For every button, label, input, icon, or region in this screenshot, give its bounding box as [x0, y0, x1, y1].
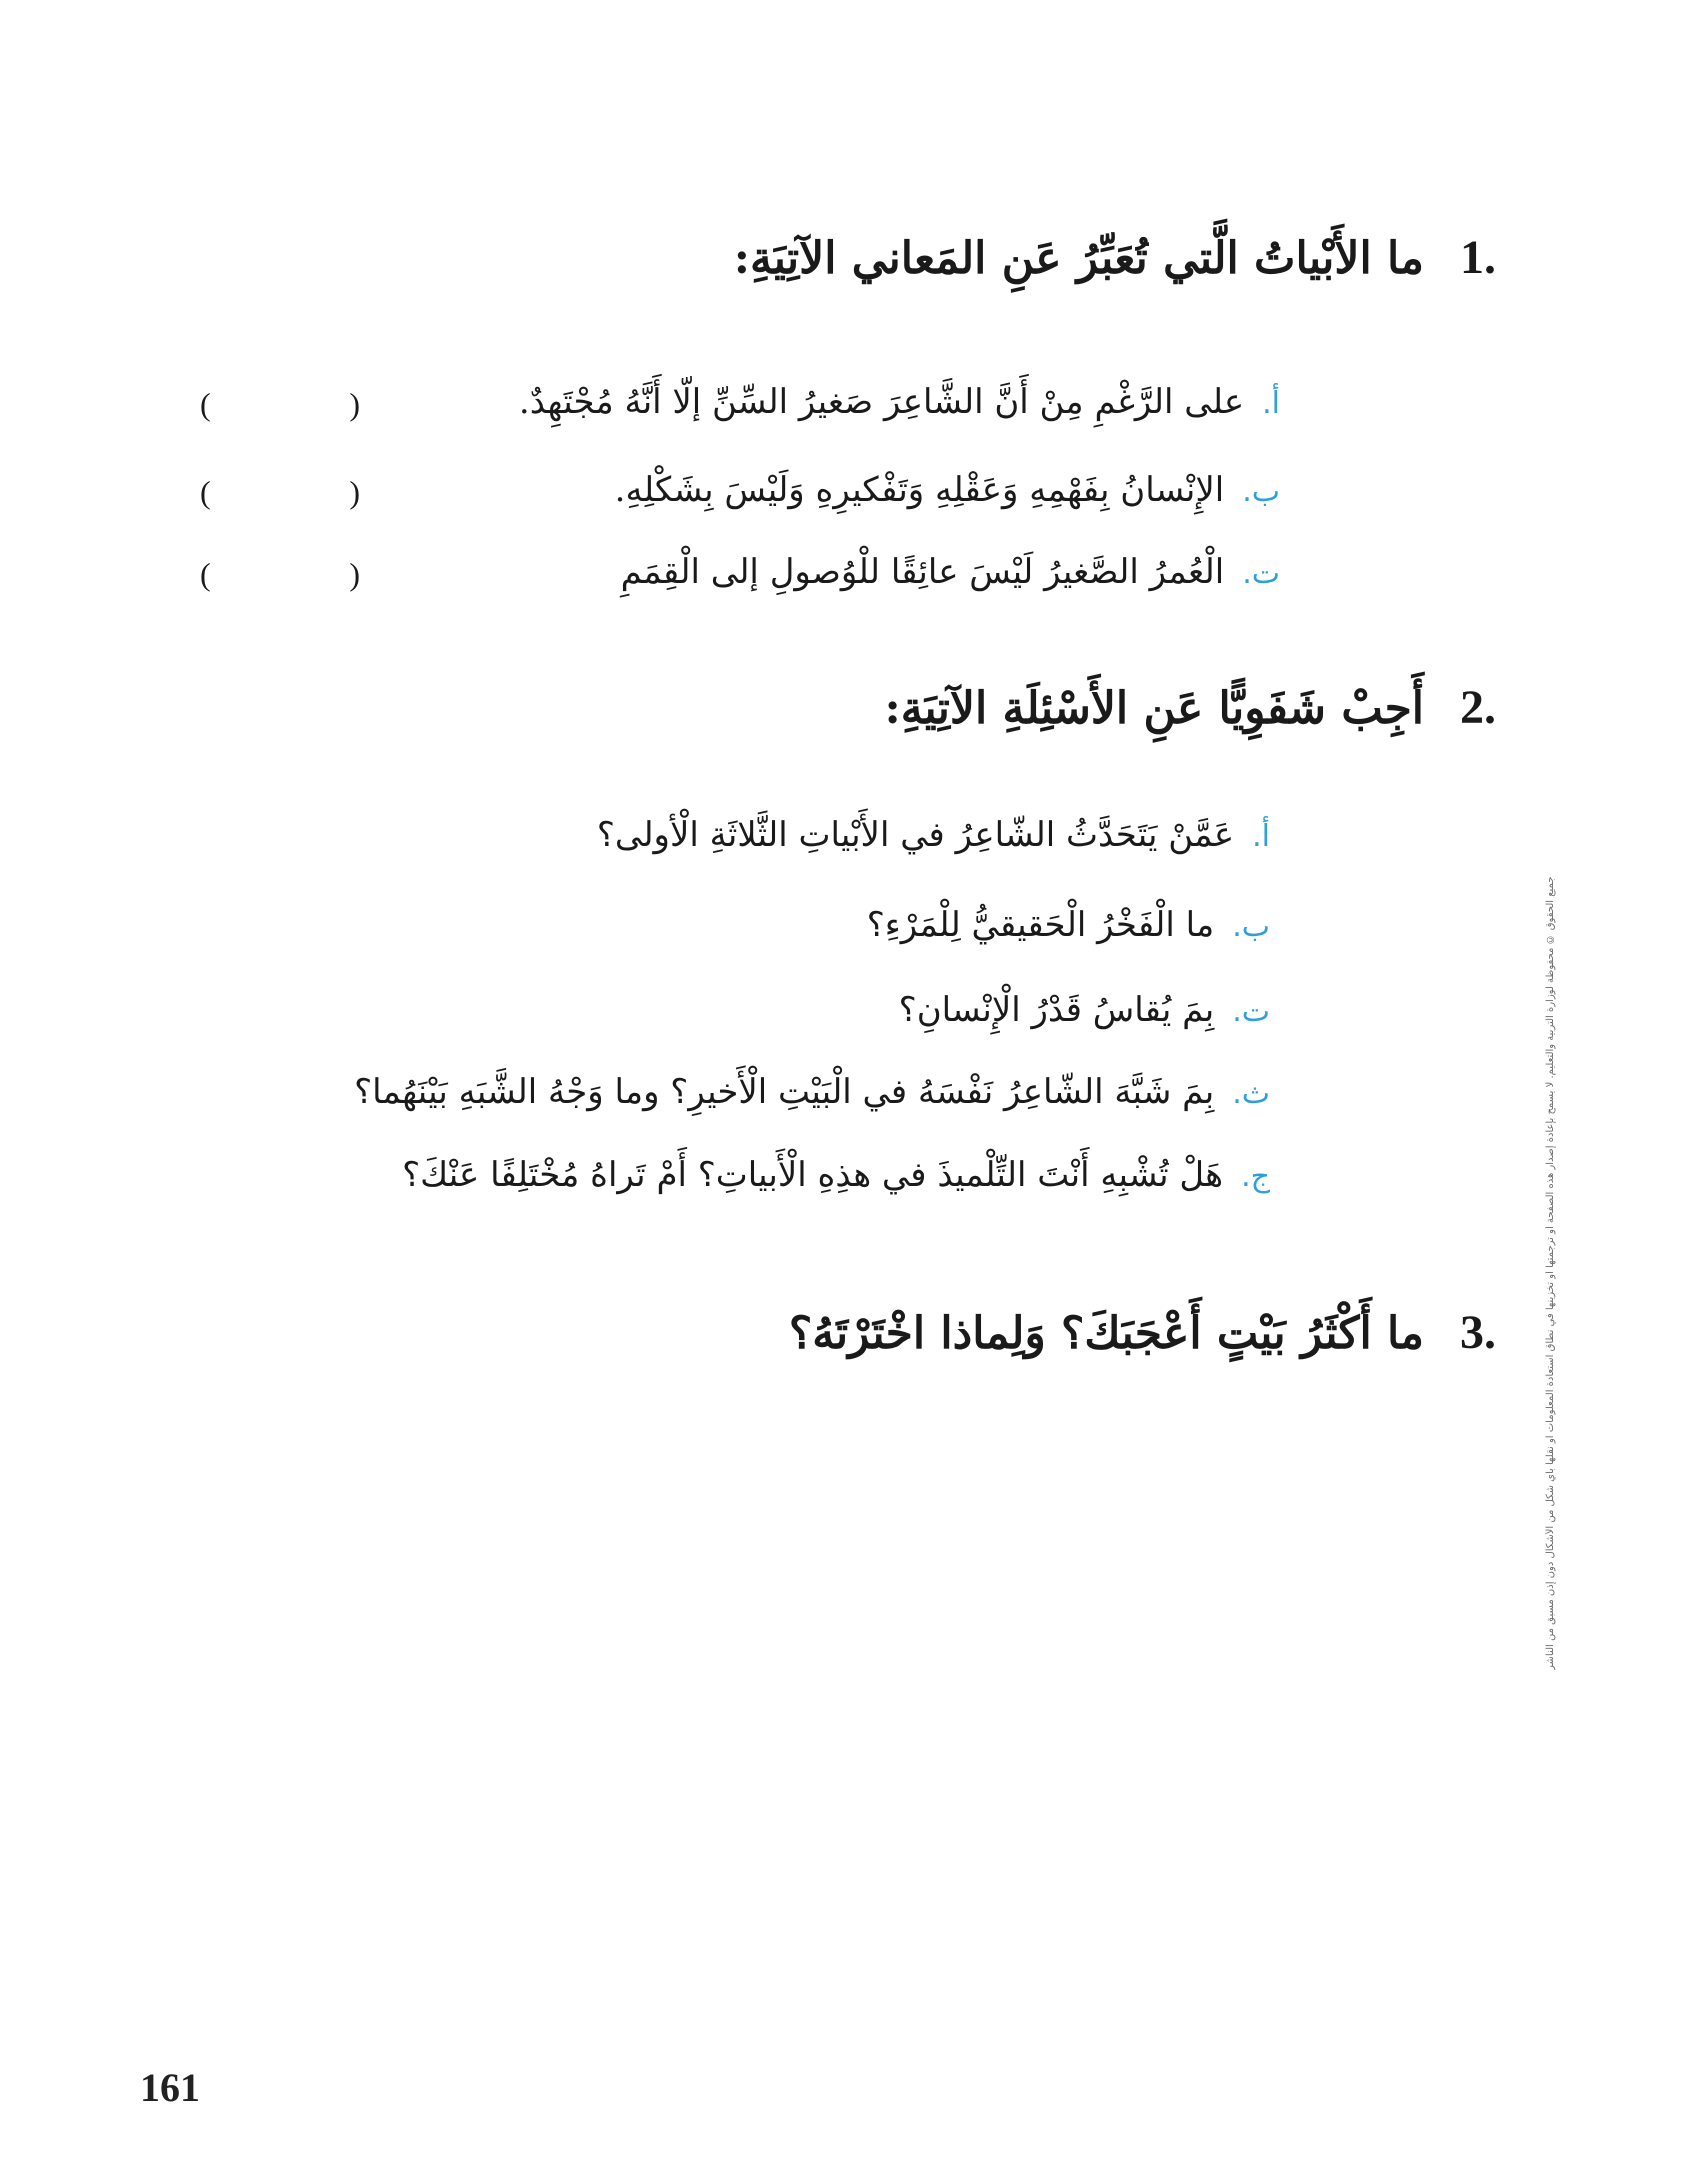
paren-close: ) [349, 474, 360, 510]
answer-parentheses[interactable] [200, 386, 360, 423]
paren-open: ( [200, 556, 211, 592]
list-item [402, 1155, 1270, 1195]
item-letter: ج. [1241, 1159, 1270, 1194]
item-text: على الرَّغْمِ مِنْ أَنَّ الشَّاعِرَ صَغيرُ السِّنِّ إلّا أَنَّهُ مُجْتَهِدٌ. [518, 382, 1245, 422]
question-3-heading [789, 1305, 1496, 1360]
item-text: بِمَ شَبَّهَ الشّاعِرُ نَفْسَهُ في الْبَيْتِ الْأَخيرِ؟ وما وَجْهُ الشَّبَهِ بَيْنَهُما؟ [354, 1072, 1215, 1112]
item-text: بِمَ يُقاسُ قَدْرُ الْإِنْسانِ؟ [898, 990, 1215, 1030]
paren-open: ( [200, 474, 211, 510]
item-letter: أ. [1252, 819, 1270, 854]
question-1-heading [734, 230, 1496, 285]
question-number: 3. [1460, 1306, 1496, 1359]
item-text: الْعُمرُ الصَّغيرُ لَيْسَ عائِقًا للْوُصولِ إلى الْقِمَمِ [620, 552, 1225, 592]
item-letter: ب. [1232, 909, 1270, 944]
item-letter: ب. [1242, 474, 1280, 509]
question-number: 1. [1460, 231, 1496, 284]
question-2-heading [885, 680, 1496, 735]
item-text: ما الْفَخْرُ الْحَقيقيُّ لِلْمَرْءِ؟ [866, 905, 1215, 945]
item-letter: ت. [1232, 994, 1270, 1029]
list-item [615, 470, 1280, 510]
question-number: 2. [1460, 681, 1496, 734]
answer-parentheses[interactable] [200, 556, 360, 593]
paren-close: ) [349, 556, 360, 592]
list-item [899, 990, 1270, 1030]
question-title: أَجِبْ شَفَوِيًّا عَنِ الأَسْئِلَةِ الآتِيَةِ: [884, 683, 1424, 734]
list-item [621, 552, 1280, 592]
paren-open: ( [200, 386, 211, 422]
answer-parentheses[interactable] [200, 474, 360, 511]
item-text: عَمَّنْ يَتَحَدَّثُ الشّاعِرُ في الأَبْياتِ الثَّلاثَةِ الْأولى؟ [596, 815, 1235, 855]
list-item [867, 905, 1270, 945]
list-item [354, 1072, 1270, 1112]
item-letter: ث. [1232, 1076, 1270, 1111]
item-text: الإِنْسانُ بِفَهْمِهِ وَعَقْلِهِ وَتَفْكيرِهِ وَلَيْسَ بِشَكْلِهِ. [614, 470, 1225, 510]
question-title: ما الأَبْياتُ الَّتي تُعَبِّرُ عَنِ المَعاني الآتِيَةِ: [733, 233, 1424, 284]
item-letter: ت. [1242, 556, 1280, 591]
list-item [597, 815, 1270, 855]
paren-close: ) [349, 386, 360, 422]
item-letter: أ. [1262, 386, 1280, 421]
copyright-note: جميع الحقوق © محفوظة لوزارة التربية والتعليم. لا يسمح بإعادة إصدار هذه الصفحة أو ترجمتها أو تخزينها في نطاق استعادة المعلومات أو نقلها بأي شكل من الأشكال دون إذن مسبق من الناشر [1545, 876, 1556, 1670]
item-text: هَلْ تُشْبِهِ أَنْتَ التِّلْميذَ في هذِهِ الْأَبياتِ؟ أَمْ تَراهُ مُخْتَلِفًا عَنْكَ؟ [402, 1155, 1224, 1195]
question-title: ما أَكْثَرُ بَيْتٍ أَعْجَبَكَ؟ وَلِماذا اخْتَرْتَهُ؟ [788, 1308, 1424, 1359]
page-number: 161 [140, 2065, 200, 2110]
list-item [519, 382, 1280, 422]
